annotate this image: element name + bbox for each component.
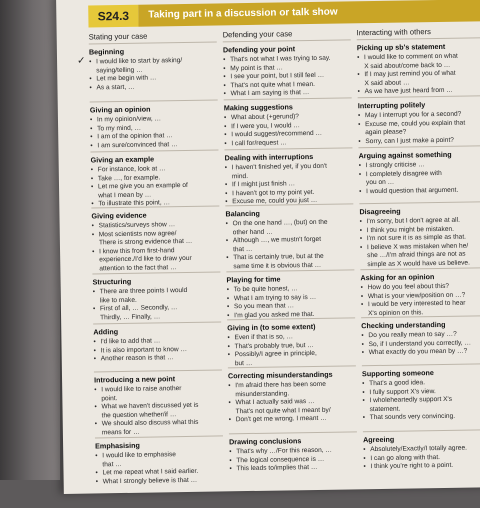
phrase-list: [226, 218, 355, 271]
phrase-item: • I think you're right to a point.: [363, 461, 480, 472]
phrase-item: • If I were you, I would …: [224, 121, 352, 132]
phrase-item: • I would question that argument.: [359, 186, 480, 197]
phrase-block: [228, 365, 357, 433]
phrase-list: [89, 56, 218, 92]
phrase-block-title: Giving an opinion: [89, 104, 151, 115]
phrase-item: • I would like to comment on what: [357, 52, 480, 63]
phrase-list: [359, 160, 480, 196]
phrase-item: what I mean by …: [98, 191, 152, 200]
phrase-item: that …: [102, 460, 122, 468]
phrase-item: • I'm sorry, but I don't agree at all.: [360, 216, 480, 227]
phrase-item: • I am of the opinion that …: [90, 132, 218, 143]
phrase-item: • I haven't finished yet, if you don't: [225, 162, 353, 173]
phrase-item: • Sorry, can I just make a point?: [358, 136, 480, 147]
phrase-list: [361, 282, 480, 317]
phrase-block-title: Asking for an opinion: [360, 272, 435, 283]
phrase-block: [359, 201, 480, 269]
phrase-item: • What I actually said was …: [228, 398, 356, 409]
phrase-item: experience./I'd like to draw your: [99, 255, 192, 264]
phrase-item: • First of all, … Secondly, …: [93, 304, 221, 315]
phrase-block: [90, 99, 219, 151]
phrase-item: X said about …: [364, 79, 410, 87]
phrase-block: [90, 149, 219, 207]
column-heading: Defending your case: [222, 29, 293, 40]
phrase-item: • To my mind, …: [90, 123, 218, 134]
phrase-list: [91, 164, 220, 207]
phrase-item: • Let me give you an example of: [91, 182, 219, 193]
phrase-item: • That sounds very convincing.: [363, 413, 480, 424]
phrase-list: [93, 336, 221, 364]
phrase-block-title: Dealing with interruptions: [224, 151, 314, 163]
phrase-item: • If I might just finish …: [225, 180, 353, 191]
phrase-item: she …/I'm afraid things are not as: [367, 250, 466, 260]
phrase-block: [224, 147, 353, 205]
phrase-block: [93, 321, 222, 371]
phrase-item: X's opinion on this.: [368, 309, 424, 317]
column-heading: Stating your case: [88, 31, 148, 42]
phrase-item: • I strongly criticise …: [359, 160, 480, 171]
phrase-list: [90, 114, 219, 150]
phrase-list: [362, 378, 480, 423]
phrase-item: • That's not what I was trying to say.: [223, 54, 351, 65]
phrase-block: [95, 435, 224, 507]
phrase-item: • I wholeheartedly support X's: [362, 395, 480, 406]
phrase-list: [357, 52, 480, 97]
phrase-list: [225, 162, 354, 205]
phrase-item: • I would like to start by asking/: [89, 56, 217, 67]
phrase-item: point.: [101, 394, 118, 402]
phrase-item: • I'd like to add that …: [93, 336, 221, 347]
phrase-block: [229, 431, 358, 503]
phrase-item: X said about/come back to …: [364, 61, 451, 70]
phrase-item: the question whether/if …: [101, 410, 177, 420]
phrase-item: • I'm not sure it is as simple as that.: [360, 233, 480, 244]
phrase-list: [360, 216, 480, 269]
phrase-list: [229, 446, 357, 474]
column-defending-your-case: [223, 27, 358, 489]
phrase-block: [226, 269, 355, 319]
phrase-item: statement.: [369, 405, 401, 413]
phrase-item: • What is your view/position on …?: [361, 291, 480, 302]
phrase-item: • Possibly/I agree in principle,: [228, 350, 356, 361]
phrase-item: • As a start, …: [89, 82, 217, 93]
phrase-block-title: Picking up sb's statement: [356, 41, 446, 53]
phrase-item: again please?: [365, 128, 407, 137]
phrase-item: • That is certainly true, but at the: [226, 253, 354, 264]
phrase-item: • I see your point, but I still feel …: [223, 72, 351, 83]
phrase-block-title: Making suggestions: [223, 102, 293, 113]
phrase-block-title: Playing for time: [226, 274, 281, 285]
book-spine-shadow: [0, 0, 60, 480]
phrase-block-title: Adding: [93, 327, 119, 337]
phrase-item: • Let me repeat what I said earlier.: [95, 468, 223, 479]
phrase-item: • What I am trying to say is …: [227, 293, 355, 304]
phrase-item: • What about (+gerund)?: [224, 112, 352, 123]
phrase-block-title: Defending your point: [222, 44, 296, 55]
phrase-item: • Another reason is that …: [94, 354, 222, 365]
phrase-list: [95, 450, 224, 486]
phrase-item: • That's why …/For this reason, …: [229, 446, 357, 457]
phrase-list: [227, 332, 356, 367]
phrase-item: • There are three points I would: [93, 286, 221, 297]
phrase-item: • I call for/request …: [224, 138, 352, 149]
phrase-item: • If I may just remind you of what: [357, 69, 480, 80]
phrase-item: means for …: [101, 428, 140, 437]
phrase-item: • I completely disagree with: [359, 169, 480, 180]
phrase-block-title: Agreeing: [362, 434, 395, 445]
phrase-block-title: Structuring: [92, 276, 132, 287]
phrase-item: • I would be very interested to hear: [361, 299, 480, 310]
phrase-block-title: Emphasising: [95, 440, 140, 451]
phrase-block-title: Interrupting politely: [357, 100, 426, 111]
phrase-item: • I'm glad you asked me that.: [227, 310, 355, 319]
phrase-item: • I know this from first-hand: [92, 246, 220, 257]
phrase-item: • To illustrate this point, …: [91, 199, 219, 208]
phrase-item: simple as X would have us believe.: [367, 259, 470, 269]
phrase-item: • My point is that …: [223, 63, 351, 74]
phrase-item: • How do you feel about this?: [361, 282, 480, 293]
section-number: S24.3: [88, 5, 138, 28]
phrase-item: Thirdly, … Finally, …: [100, 313, 161, 322]
phrase-block: [89, 41, 218, 101]
phrase-item: • So you mean that …: [227, 302, 355, 313]
phrase-item: • May I interrupt you for a second?: [358, 110, 480, 121]
phrase-item: • For instance, look at …: [91, 164, 219, 175]
phrase-block: [91, 205, 220, 273]
phrase-item: • What I strongly believe is that …: [96, 476, 224, 487]
phrase-item: • It is also important to know …: [94, 345, 222, 356]
phrase-item: • We should also discuss what this: [95, 419, 223, 430]
phrase-item: • I think you might be mistaken.: [360, 225, 480, 236]
phrase-item: • Absolutely/Exactly/I totally agree.: [363, 444, 480, 455]
phrase-block: [92, 271, 221, 323]
phrase-list: [361, 330, 480, 358]
book-page: [56, 0, 480, 494]
phrase-list: [363, 444, 480, 472]
phrase-item: • To be quite honest, …: [227, 284, 355, 295]
phrase-item: • Excuse me, could you just …: [225, 197, 353, 206]
column-heading: Interacting with others: [356, 27, 432, 38]
phrase-item: • Do you really mean to say …?: [361, 330, 480, 341]
phrase-item: • I'm afraid there has been some: [228, 380, 356, 391]
phrase-list: [92, 220, 221, 273]
section-title: Taking part in a discussion or talk show: [138, 0, 480, 27]
phrase-item: • Take …, for example.: [91, 173, 219, 184]
phrase-item: misunderstanding.: [235, 389, 290, 398]
phrase-block: [223, 39, 352, 99]
phrase-item: • That's probably true, but …: [228, 341, 356, 352]
phrase-block: [94, 369, 223, 437]
phrase-item: • That's not quite what I mean.: [223, 80, 351, 91]
phrase-item: • I am sure/convinced that …: [90, 140, 218, 151]
phrase-block: [360, 267, 480, 317]
phrase-item: • I fully support X's view.: [362, 387, 480, 398]
phrase-item: • I can go along with that.: [363, 453, 480, 464]
phrase-item: • I would suggest/recommend …: [224, 130, 352, 141]
phrase-item: • Most scientists now agree/: [92, 229, 220, 240]
phrase-block-title: Checking understanding: [361, 319, 446, 331]
phrase-item: • So, if I understand you correctly, …: [361, 339, 480, 350]
phrase-item: other hand …: [232, 228, 273, 236]
phrase-block: [358, 95, 480, 147]
phrase-item: but …: [234, 359, 253, 368]
phrase-item: • On the one hand …, (but) on the: [226, 218, 354, 229]
phrase-list: [358, 110, 480, 146]
phrase-block: [358, 145, 480, 203]
phrase-item: saying/telling …: [96, 66, 143, 74]
phrase-item: • That's a good idea.: [362, 378, 480, 389]
column-interacting-with-others: [357, 25, 480, 487]
phrase-list: [93, 286, 222, 322]
phrase-block-title: Giving evidence: [91, 210, 147, 221]
phrase-item: That's not quite what I meant by/: [235, 406, 331, 416]
phrase-item: • I believe X was mistaken when he/: [360, 242, 480, 253]
phrase-block-title: Giving an example: [90, 154, 155, 165]
phrase-block: [357, 37, 480, 97]
phrase-block: [225, 203, 354, 271]
phrase-block: [361, 315, 480, 365]
phrase-item: • What we haven't discussed yet is: [94, 402, 222, 413]
phrase-item: • I haven't got to my point yet.: [225, 188, 353, 199]
phrase-item: • Even if that is so, …: [227, 332, 355, 343]
phrase-block-title: Beginning: [88, 46, 125, 57]
phrase-block-title: Introducing a new point: [93, 374, 176, 385]
phrase-item: • As we have just heard from …: [358, 87, 480, 98]
phrase-list: [94, 384, 223, 437]
phrase-item: • Excuse me, could you explain that: [358, 119, 480, 130]
phrase-block-title: Balancing: [225, 208, 260, 219]
phrase-item: • This leads to/implies that …: [229, 464, 357, 475]
phrase-item: • Don't get me wrong. I meant …: [229, 415, 357, 426]
phrase-item: • In my opinion/view, …: [90, 114, 218, 125]
section-header: [88, 0, 480, 27]
phrase-item: like to make.: [99, 296, 137, 304]
pencil-tick-mark: ✓: [76, 55, 86, 67]
phrase-item: There is strong evidence that …: [98, 238, 193, 247]
phrase-block: [362, 363, 480, 431]
phrase-item: • The logical consequence is …: [229, 455, 357, 466]
phrase-block-title: Supporting someone: [361, 368, 434, 379]
phrase-block: [224, 97, 353, 149]
phrase-block-title: Giving in (to some extent): [227, 321, 316, 333]
phrase-item: you on …: [365, 178, 395, 187]
phrase-block-title: Arguing against something: [358, 149, 452, 161]
phrase-item: • I would like to emphasise: [95, 450, 223, 461]
phrase-list: [223, 54, 352, 99]
phrase-block-title: Correcting misunderstandings: [227, 369, 333, 381]
phrase-block-title: Disagreeing: [359, 206, 401, 217]
phrase-list: [224, 112, 353, 148]
phrase-item: • I would like to raise another: [94, 384, 222, 395]
phrase-list: [227, 284, 356, 319]
phrase-item: • What exactly do you mean by …?: [362, 347, 480, 358]
phrase-item: same time it is obvious that …: [233, 261, 322, 271]
phrase-item: • Although …, we mustn't forget: [226, 236, 354, 247]
phrase-block-title: Drawing conclusions: [228, 436, 302, 447]
phrase-list: [228, 380, 357, 425]
phrase-item: that …: [232, 245, 253, 254]
phrase-item: mind.: [231, 172, 249, 180]
phrase-block: [227, 317, 356, 367]
phrase-grid: [89, 25, 480, 491]
phrase-item: • Let me begin with …: [89, 74, 217, 85]
column-stating-your-case: [89, 29, 224, 491]
phrase-item: attention to the fact that …: [99, 264, 177, 273]
phrase-block: [363, 429, 480, 501]
phrase-item: • What I am saying is that …: [224, 89, 352, 100]
phrase-item: • Statistics/surveys show …: [92, 220, 220, 231]
